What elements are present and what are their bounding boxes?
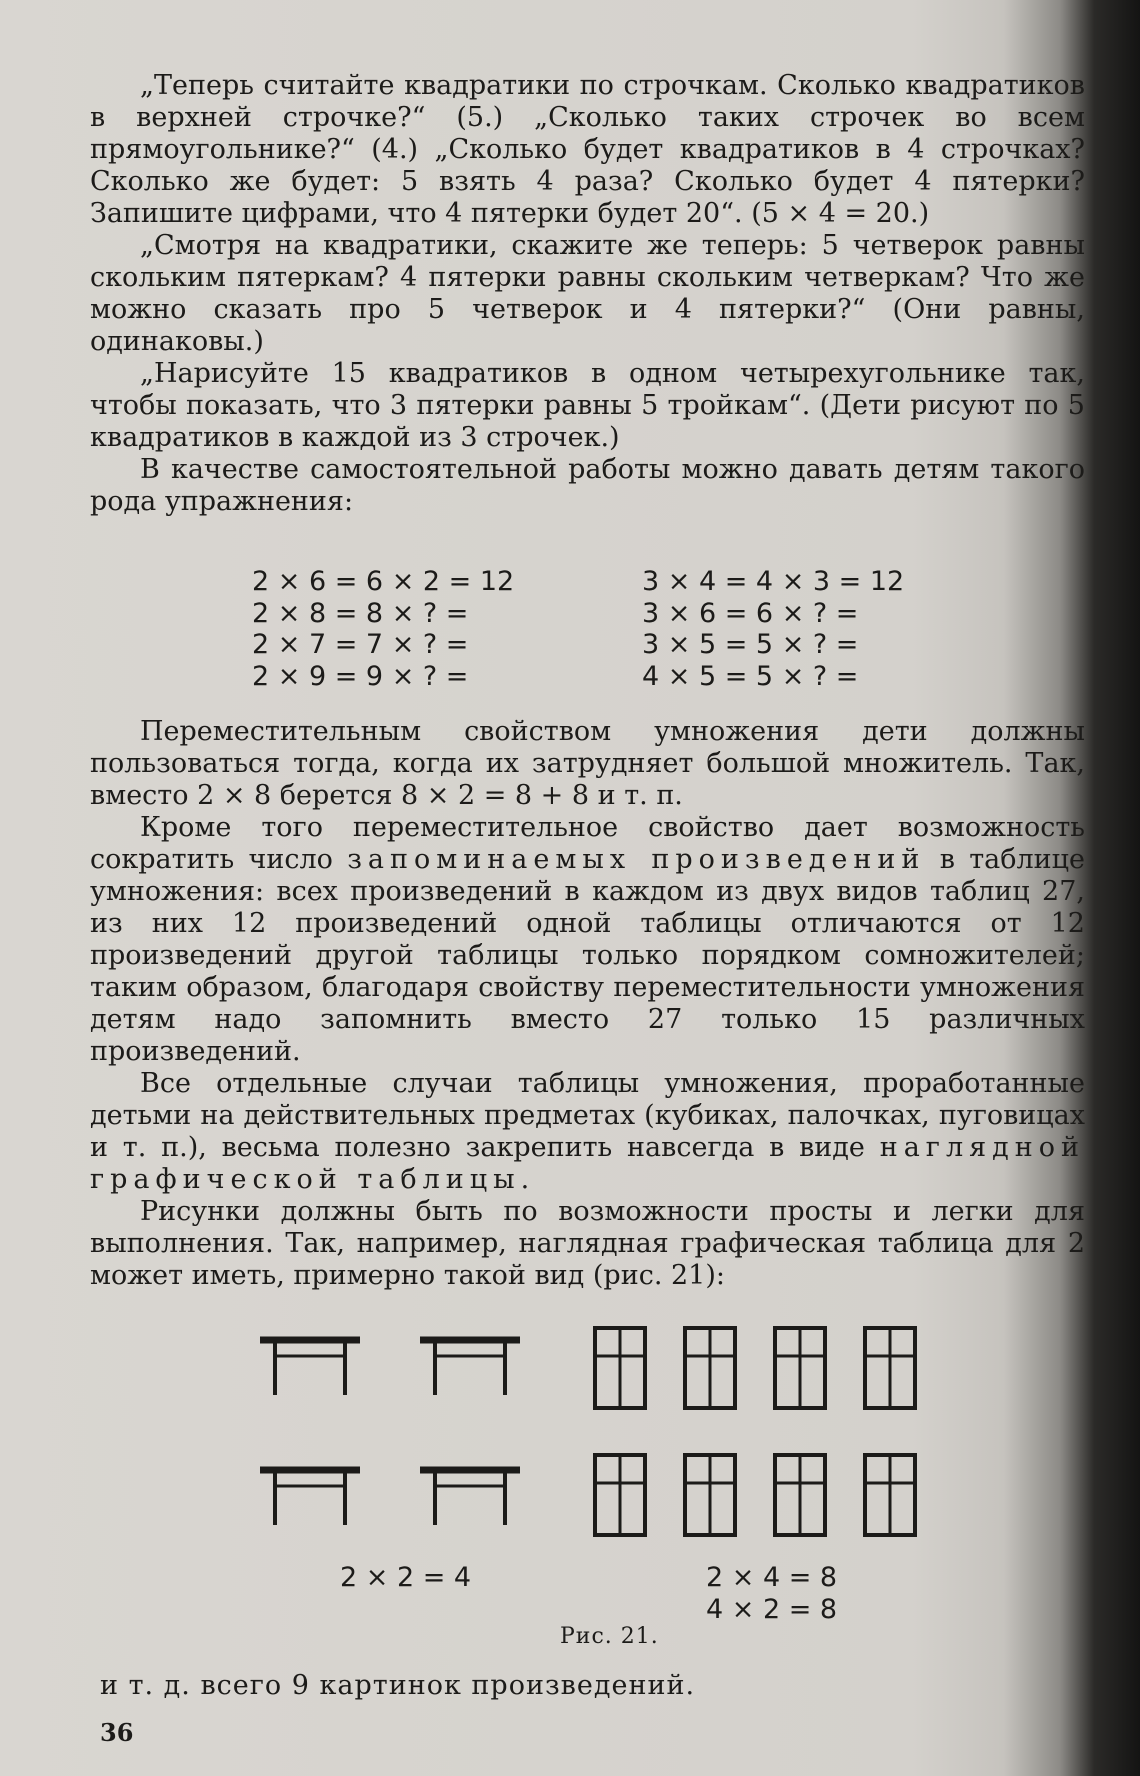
exercise-line: 2 × 9 = 9 × ? = bbox=[252, 660, 469, 692]
figure-caption: Рис. 21. bbox=[560, 1624, 659, 1649]
body-text-2 bbox=[90, 716, 1085, 1292]
body-text bbox=[90, 70, 1085, 518]
paragraph-6: Кроме того переместительное свойство дает возможность сократить число запоминаемых произведений в таблице умножения: всех произведений в каждом из двух видов таблиц 27, из них 12 произведений одной таблицы отличаются от 12 произведений другой таблицы только порядком сомножителей; таким образом, благодаря свойству переместительности умножения детям надо запомнить вместо 27 только 15 различных произведений. bbox=[90, 812, 1086, 1067]
exercise-column-left bbox=[252, 566, 514, 692]
exercise-line: 4 × 5 = 5 × ? = bbox=[642, 660, 859, 692]
page-number: 36 bbox=[100, 1718, 134, 1747]
window-drawing bbox=[865, 1455, 915, 1535]
window-drawing bbox=[775, 1328, 825, 1408]
exercise-block bbox=[252, 566, 972, 696]
equation-right-2: 4 × 2 = 8 bbox=[706, 1594, 838, 1625]
window-drawing bbox=[595, 1328, 645, 1408]
window-drawing bbox=[775, 1455, 825, 1535]
spaced-emphasis: наглядной графической таблицы. bbox=[90, 1132, 1085, 1195]
exercise-line: 3 × 4 = 4 × 3 = 12 bbox=[642, 566, 905, 597]
exercise-line: 2 × 6 = 6 × 2 = 12 bbox=[252, 566, 515, 597]
table-drawing bbox=[260, 1470, 360, 1525]
paragraph-1: „Теперь считайте квадратики по строчкам. Сколько квадратиков в верхней строчке?“ (5.) „Сколько таких строчек во всем прямоугольнике?“ (4.) „Сколько будет квадратиков в 4 строчках? Сколько же будет: 5 взять 4 раза? Сколько будет 4 пятерки? Запишите цифрами, что 4 пятерки будет 20“. (5 × 4 = 20.) bbox=[90, 70, 1085, 229]
paragraph-3: „Нарисуйте 15 квадратиков в одном четырехугольнике так, чтобы показать, что 3 пятерки равны 5 тройкам“. (Дети рисуют по 5 квадратиков в каждой из 3 строчек.) bbox=[90, 358, 1085, 453]
exercise-line: 2 × 7 = 7 × ? = bbox=[252, 629, 469, 660]
paragraph-8: Рисунки должны быть по возможности просты и легки для выполнения. Так, например, наглядная графическая таблица для 2 может иметь, примерно такой вид (рис. 21): bbox=[90, 1196, 1085, 1291]
closing-line: и т. д. всего 9 картинок произведений. bbox=[100, 1670, 696, 1701]
window-drawing bbox=[685, 1455, 735, 1535]
window-drawing bbox=[685, 1328, 735, 1408]
equation-right-1: 2 × 4 = 8 bbox=[706, 1562, 838, 1593]
equation-left: 2 × 2 = 4 bbox=[340, 1562, 472, 1593]
exercise-line: 3 × 5 = 5 × ? = bbox=[642, 629, 859, 660]
paragraph-4: В качестве самостоятельной работы можно давать детям такого рода упражнения: bbox=[90, 454, 1085, 517]
paragraph-2: „Смотря на квадратики, скажите же теперь: 5 четверок равны скольким пятеркам? 4 пятерки равны скольким четверкам? Что же можно сказать про 5 четверок и 4 пятерки?“ (Они равны, одинаковы.) bbox=[90, 230, 1085, 357]
paragraph-7: Все отдельные случаи таблицы умножения, проработанные детьми на действительных предметах (кубиках, палочках, пуговицах и т. п.), весьма полезно закрепить навсегда в виде наглядной графической таблицы. bbox=[90, 1068, 1085, 1195]
window-drawing bbox=[595, 1455, 645, 1535]
window-drawing bbox=[865, 1328, 915, 1408]
paragraph-5: Переместительным свойством умножения дети должны пользоваться тогда, когда их затрудняет большой множитель. Так, вместо 2 × 8 берется 8 × 2 = 8 + 8 и т. п. bbox=[90, 716, 1085, 811]
exercise-line: 2 × 8 = 8 × ? = bbox=[252, 597, 469, 629]
spaced-emphasis: запоминаемых произведений bbox=[347, 844, 926, 875]
exercise-line: 3 × 6 = 6 × ? = bbox=[642, 597, 859, 629]
exercise-column-right bbox=[642, 566, 904, 692]
table-drawing bbox=[420, 1470, 520, 1525]
table-drawing bbox=[420, 1340, 520, 1395]
table-drawing bbox=[260, 1340, 360, 1395]
